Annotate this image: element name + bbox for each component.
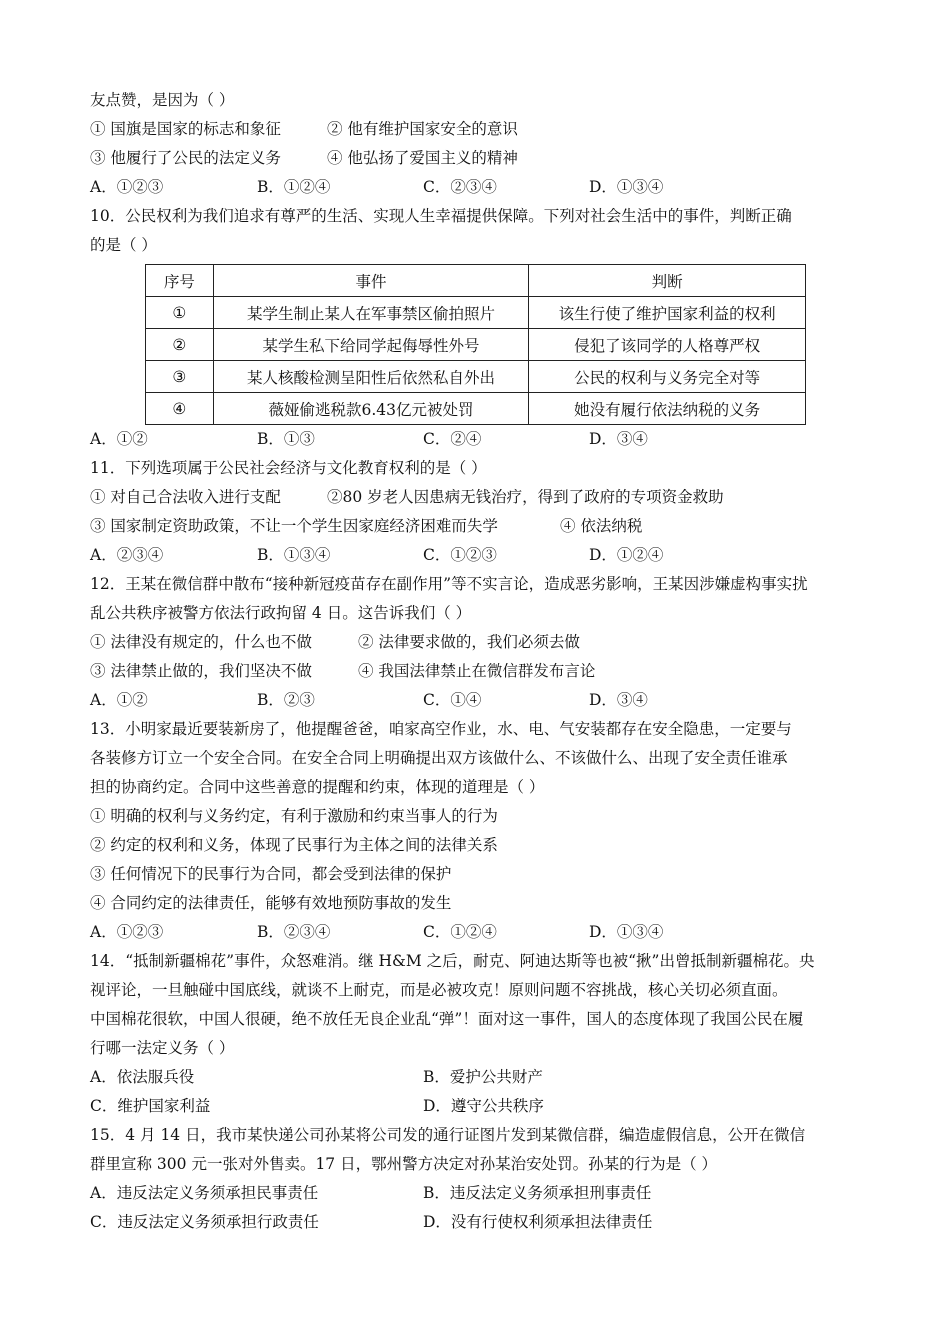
q13-stem-line-1: 13．小明家最近要装新房了，他提醒爸爸，咱家高空作业，水、电、气安装都存在安全隐患，一定要与 <box>90 720 792 738</box>
q10-option-a[interactable]: A．①② <box>90 430 148 448</box>
q12-statement-1: ① 法律没有规定的，什么也不做 <box>90 633 312 651</box>
table-cell-judgement: 该生行使了维护国家利益的权利 <box>529 297 806 329</box>
q11-statement-3: ③ 国家制定资助政策，不让一个学生因家庭经济困难而失学 <box>90 517 498 535</box>
q15-option-c[interactable]: C．违反法定义务须承担行政责任 <box>90 1213 319 1231</box>
q9-statement-3: ③ 他履行了公民的法定义务 <box>90 149 281 167</box>
q13-option-d[interactable]: D．①③④ <box>589 923 664 941</box>
q13-stem-line-2: 各装修方订立一个安全合同。在安全合同上明确提出双方该做什么、不该做什么、出现了安全责任谁承 <box>90 749 788 767</box>
q11-option-d[interactable]: D．①②④ <box>589 546 664 564</box>
q15-option-a[interactable]: A．违反法定义务须承担民事责任 <box>90 1184 319 1202</box>
q12-statement-2: ② 法律要求做的，我们必须去做 <box>358 633 580 651</box>
table-cell-judgement: 公民的权利与义务完全对等 <box>529 361 806 393</box>
q14-option-b[interactable]: B．爱护公共财产 <box>423 1068 543 1086</box>
table-cell-event: 某学生制止某人在军事禁区偷拍照片 <box>213 297 529 329</box>
q13-option-a[interactable]: A．①②③ <box>90 923 164 941</box>
q12-option-b[interactable]: B．②③ <box>257 691 315 709</box>
q13-option-b[interactable]: B．②③④ <box>257 923 331 941</box>
table-cell-index: ① <box>146 297 214 329</box>
q9-option-a[interactable]: A．①②③ <box>90 178 164 196</box>
q15-option-d[interactable]: D．没有行使权利须承担法律责任 <box>423 1213 653 1231</box>
q14-stem-line-2: 视评论，一旦触碰中国底线，就谈不上耐克，而是必被攻克！原则问题不容挑战，核心关切必须直面。 <box>90 981 788 999</box>
table-header-judgement: 判断 <box>529 265 806 297</box>
q10-option-d[interactable]: D．③④ <box>589 430 648 448</box>
table-cell-index: ② <box>146 329 214 361</box>
q11-stem: 11．下列选项属于公民社会经济与文化教育权利的是（ ） <box>90 459 487 477</box>
table-cell-event: 某学生私下给同学起侮辱性外号 <box>213 329 529 361</box>
q14-stem-line-1: 14．“抵制新疆棉花”事件，众怒难消。继 H&M 之后，耐克、阿迪达斯等也被“揪”出曾抵制新疆棉花。央 <box>90 952 815 970</box>
q12-stem-line-1: 12．王某在微信群中散布“接种新冠疫苗存在副作用”等不实言论，造成恶劣影响，王某因涉嫌虚构事实扰 <box>90 575 808 593</box>
q12-statement-3: ③ 法律禁止做的，我们坚决不做 <box>90 662 312 680</box>
q14-stem-line-3: 中国棉花很软，中国人很硬，绝不放任无良企业乱“弹”！面对这一事件，国人的态度体现了我国公民在履 <box>90 1010 804 1028</box>
q14-stem-line-4: 行哪一法定义务（ ） <box>90 1039 235 1057</box>
q14-option-c[interactable]: C．维护国家利益 <box>90 1097 211 1115</box>
q10-table <box>145 264 806 425</box>
table-cell-index: ③ <box>146 361 214 393</box>
table-cell-index: ④ <box>146 393 214 425</box>
q11-statement-2: ②80 岁老人因患病无钱治疗，得到了政府的专项资金救助 <box>327 488 724 506</box>
q9-option-c[interactable]: C．②③④ <box>423 178 497 196</box>
q15-stem-line-1: 15．4 月 14 日，我市某快递公司孙某将公司发的通行证图片发到某微信群，编造虚假信息，公开在微信 <box>90 1126 806 1144</box>
q9-statement-4: ④ 他弘扬了爱国主义的精神 <box>327 149 518 167</box>
table-header-event: 事件 <box>213 265 529 297</box>
q13-statement-4: ④ 合同约定的法律责任，能够有效地预防事故的发生 <box>90 894 452 912</box>
q14-option-d[interactable]: D．遵守公共秩序 <box>423 1097 544 1115</box>
table-row <box>146 393 806 425</box>
q13-statement-2: ② 约定的权利和义务，体现了民事行为主体之间的法律关系 <box>90 836 498 854</box>
q12-statement-4: ④ 我国法律禁止在微信群发布言论 <box>358 662 596 680</box>
q9-statement-2: ② 他有维护国家安全的意识 <box>327 120 518 138</box>
q12-stem-line-2: 乱公共秩序被警方依法行政拘留 4 日。这告诉我们（ ） <box>90 604 472 622</box>
q10-option-c[interactable]: C．②④ <box>423 430 482 448</box>
q13-option-c[interactable]: C．①②④ <box>423 923 497 941</box>
q13-statement-3: ③ 任何情况下的民事行为合同，都会受到法律的保护 <box>90 865 452 883</box>
q9-option-b[interactable]: B．①②④ <box>257 178 331 196</box>
q10-stem-line-2: 的是（ ） <box>90 236 157 254</box>
q9-option-d[interactable]: D．①③④ <box>589 178 664 196</box>
q15-option-b[interactable]: B．违反法定义务须承担刑事责任 <box>423 1184 652 1202</box>
table-row <box>146 329 806 361</box>
q9-stem-tail: 友点赞，是因为（ ） <box>90 91 235 109</box>
q11-statement-4: ④ 依法纳税 <box>560 517 643 535</box>
table-cell-event: 薇娅偷逃税款6.43亿元被处罚 <box>213 393 529 425</box>
table-row <box>146 297 806 329</box>
table-cell-judgement: 她没有履行依法纳税的义务 <box>529 393 806 425</box>
q11-option-c[interactable]: C．①②③ <box>423 546 497 564</box>
table-cell-judgement: 侵犯了该同学的人格尊严权 <box>529 329 806 361</box>
q11-statement-1: ① 对自己合法收入进行支配 <box>90 488 281 506</box>
q13-stem-line-3: 担的协商约定。合同中这些善意的提醒和约束，体现的道理是（ ） <box>90 778 545 796</box>
q12-option-d[interactable]: D．③④ <box>589 691 648 709</box>
table-header-row <box>146 265 806 297</box>
q11-option-a[interactable]: A．②③④ <box>90 546 164 564</box>
table-header-index: 序号 <box>146 265 214 297</box>
q9-statement-1: ① 国旗是国家的标志和象征 <box>90 120 281 138</box>
q13-statement-1: ① 明确的权利与义务约定，有利于激励和约束当事人的行为 <box>90 807 498 825</box>
q10-stem-line-1: 10．公民权利为我们追求有尊严的生活、实现人生幸福提供保障。下列对社会生活中的事件，判断正确 <box>90 207 792 225</box>
q14-option-a[interactable]: A．依法服兵役 <box>90 1068 195 1086</box>
q11-option-b[interactable]: B．①③④ <box>257 546 331 564</box>
table-cell-event: 某人核酸检测呈阳性后依然私自外出 <box>213 361 529 393</box>
table-row <box>146 361 806 393</box>
q12-option-c[interactable]: C．①④ <box>423 691 482 709</box>
q10-option-b[interactable]: B．①③ <box>257 430 315 448</box>
q12-option-a[interactable]: A．①② <box>90 691 148 709</box>
q15-stem-line-2: 群里宣称 300 元一张对外售卖。17 日，鄂州警方决定对孙某治安处罚。孙某的行为是（ ） <box>90 1155 718 1173</box>
